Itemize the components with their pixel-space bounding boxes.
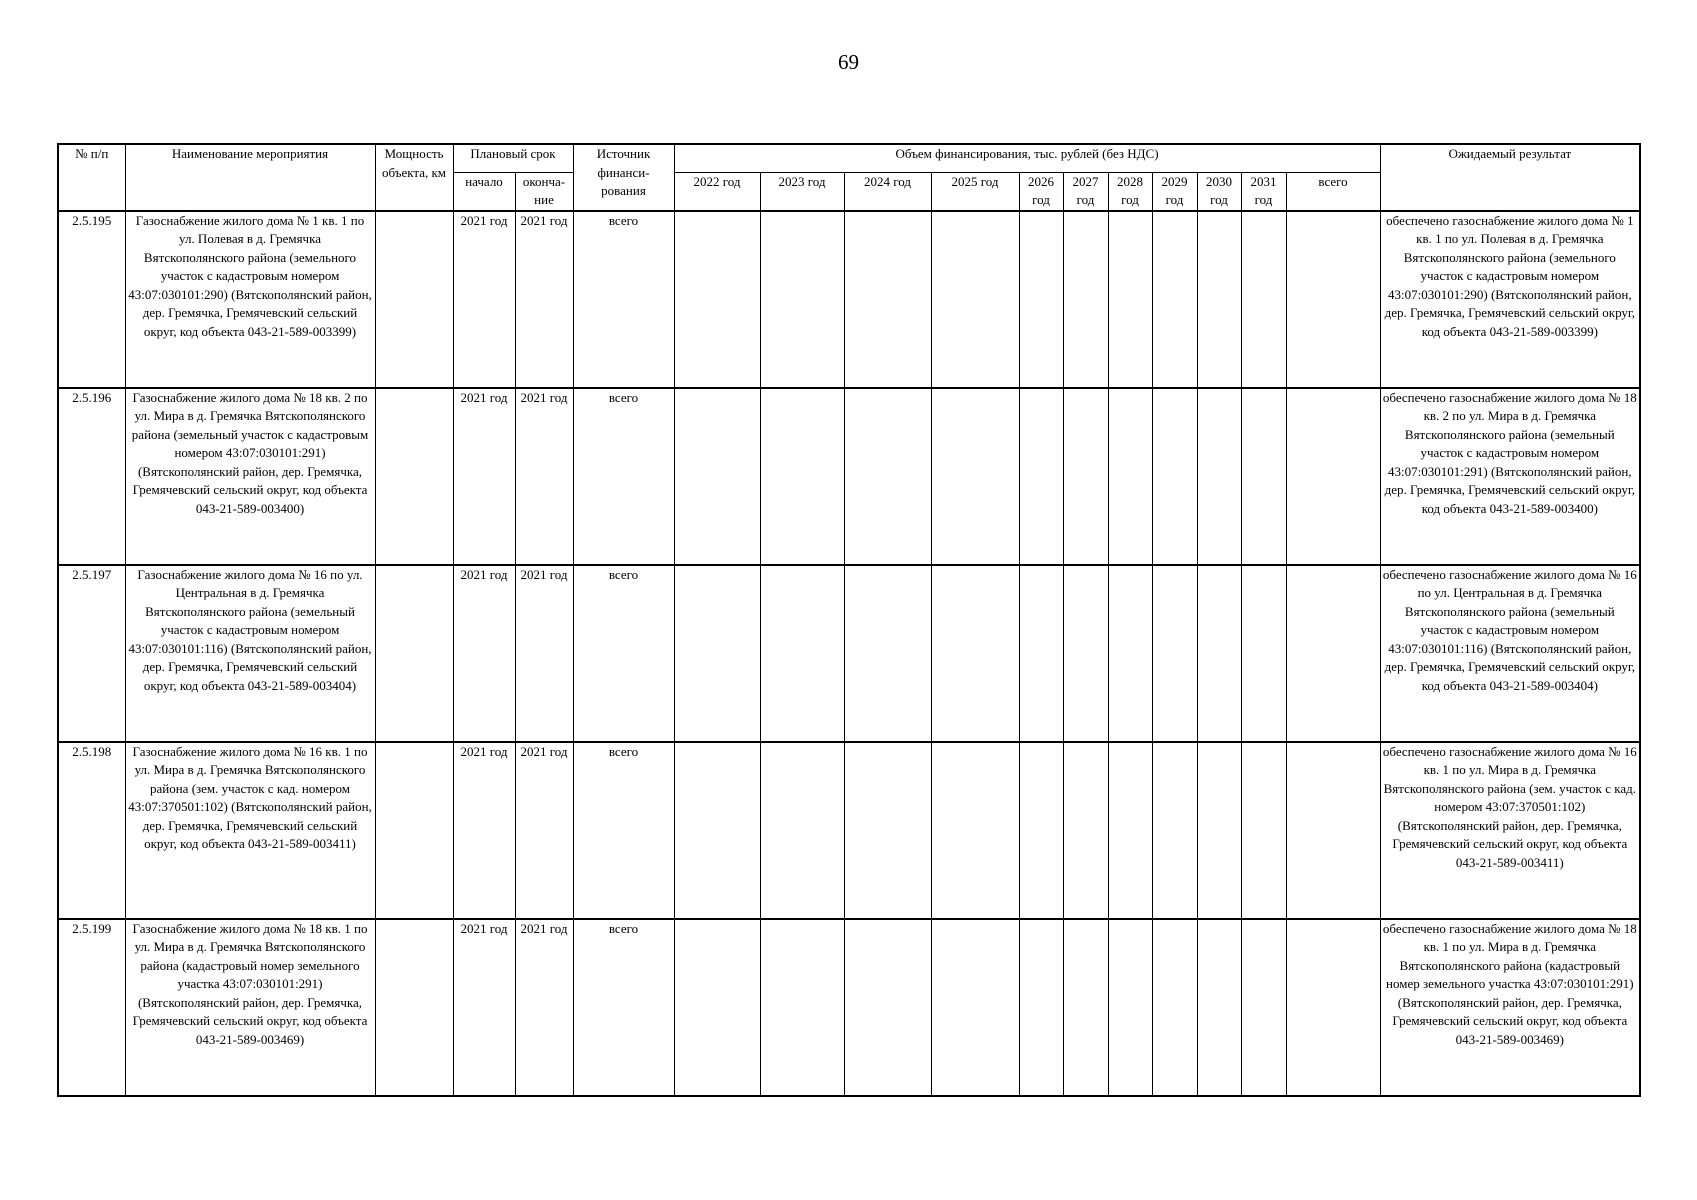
header-year-2023: 2023 год [760,172,844,211]
row-cell-2027 [1063,565,1108,742]
row-result: обеспечено газоснабжение жилого дома № 18 кв. 1 по ул. Мира в д. Гремячка Вятскополянского района (кадастровый номер земельного участка 43:07:030101:291) (Вятскополянский район, дер. Гремячка, Гремячевский сельский округ, код объекта 043-21-589-003469) [1380,919,1640,1096]
row-cell-2030 [1197,211,1241,388]
row-cell-2026 [1019,388,1063,565]
row-start: 2021 год [453,565,515,742]
row-cell-2026 [1019,742,1063,919]
header-year-2026: 2026 год [1019,172,1063,211]
row-source: всего [573,742,674,919]
header-year-2031: 2031 год [1241,172,1286,211]
row-result: обеспечено газоснабжение жилого дома № 1 кв. 1 по ул. Полевая в д. Гремячка Вятскополянского района (земельного участок с кадастровым номером 43:07:030101:290) (Вятскополянский район, дер. Гремячка, Гремячевский сельский округ, код объекта 043-21-589-003399) [1380,211,1640,388]
row-name: Газоснабжение жилого дома № 1 кв. 1 по ул. Полевая в д. Гремячка Вятскополянского района (земельного участок с кадастровым номером 43:07:030101:290) (Вятскополянский район, дер. Гремячка, Гремячевский сельский округ, код объекта 043-21-589-003399) [125,211,375,388]
row-end: 2021 год [515,565,573,742]
row-cell-2025 [931,388,1019,565]
row-start: 2021 год [453,919,515,1096]
row-name: Газоснабжение жилого дома № 16 по ул. Центральная в д. Гремячка Вятскополянского района (земельный участок с кадастровым номером 43:07:030101:116) (Вятскополянский район, дер. Гремячка, Гремячевский сельский округ, код объекта 043-21-589-003404) [125,565,375,742]
row-cell-2031 [1241,919,1286,1096]
row-cell-total [1286,565,1380,742]
row-name: Газоснабжение жилого дома № 16 кв. 1 по ул. Мира в д. Гремячка Вятскополянского района (зем. участок с кад. номером 43:07:370501:102) (Вятскополянский район, дер. Гремячка, Гремячевский сельский округ, код объекта 043-21-589-003411) [125,742,375,919]
row-source: всего [573,211,674,388]
row-cell-2029 [1152,388,1197,565]
header-name: Наименование мероприятия [125,144,375,211]
header-year-2028: 2028 год [1108,172,1152,211]
header-term-start: начало [453,172,515,211]
row-cell-2023 [760,919,844,1096]
header-power: Мощность объекта, км [375,144,453,211]
row-source: всего [573,919,674,1096]
row-cell-2022 [674,919,760,1096]
row-power [375,211,453,388]
header-year-2030: 2030 год [1197,172,1241,211]
row-name: Газоснабжение жилого дома № 18 кв. 1 по ул. Мира в д. Гремячка Вятскополянского района (кадастровый номер земельного участка 43:07:030101:291) (Вятскополянский район, дер. Гремячка, Гремячевский сельский округ, код объекта 043-21-589-003469) [125,919,375,1096]
row-cell-2025 [931,565,1019,742]
row-cell-2027 [1063,742,1108,919]
row-num: 2.5.197 [58,565,125,742]
row-cell-2027 [1063,919,1108,1096]
row-result: обеспечено газоснабжение жилого дома № 16 по ул. Центральная в д. Гремячка Вятскополянского района (земельный участок с кадастровым номером 43:07:030101:116) (Вятскополянский район, дер. Гремячка, Гремячевский сельский округ, код объекта 043-21-589-003404) [1380,565,1640,742]
row-cell-2024 [844,742,931,919]
row-cell-2024 [844,388,931,565]
row-cell-total [1286,742,1380,919]
row-start: 2021 год [453,388,515,565]
row-cell-2029 [1152,211,1197,388]
row-cell-2030 [1197,388,1241,565]
table-row [58,388,1640,565]
header-result: Ожидаемый результат [1380,144,1640,211]
row-power [375,742,453,919]
row-num: 2.5.199 [58,919,125,1096]
table-row [58,742,1640,919]
row-cell-2023 [760,388,844,565]
row-cell-total [1286,388,1380,565]
row-result: обеспечено газоснабжение жилого дома № 16 кв. 1 по ул. Мира в д. Гремячка Вятскополянского района (зем. участок с кад. номером 43:07:370501:102) (Вятскополянский район, дер. Гремячка, Гремячевский сельский округ, код объекта 043-21-589-003411) [1380,742,1640,919]
row-cell-2025 [931,919,1019,1096]
header-total: всего [1286,172,1380,211]
row-num: 2.5.195 [58,211,125,388]
table-row [58,919,1640,1096]
row-cell-2030 [1197,742,1241,919]
row-cell-2031 [1241,388,1286,565]
row-cell-2028 [1108,742,1152,919]
row-num: 2.5.198 [58,742,125,919]
row-start: 2021 год [453,742,515,919]
row-cell-2029 [1152,919,1197,1096]
table-row [58,211,1640,388]
header-year-2022: 2022 год [674,172,760,211]
row-result: обеспечено газоснабжение жилого дома № 18 кв. 2 по ул. Мира в д. Гремячка Вятскополянского района (земельный участок с кадастровым номером 43:07:030101:291) (Вятскополянский район, дер. Гремячка, Гремячевский сельский округ, код объекта 043-21-589-003400) [1380,388,1640,565]
row-cell-2027 [1063,211,1108,388]
row-cell-2023 [760,211,844,388]
header-source: Источник финанси-рования [573,144,674,211]
row-cell-2031 [1241,565,1286,742]
row-cell-2028 [1108,919,1152,1096]
row-cell-2028 [1108,565,1152,742]
header-year-2024: 2024 год [844,172,931,211]
row-end: 2021 год [515,742,573,919]
row-num: 2.5.196 [58,388,125,565]
row-power [375,388,453,565]
header-num: № п/п [58,144,125,211]
row-cell-total [1286,211,1380,388]
page-number: 69 [838,50,859,74]
row-cell-2028 [1108,211,1152,388]
row-cell-2029 [1152,742,1197,919]
row-end: 2021 год [515,388,573,565]
row-cell-2023 [760,565,844,742]
table-row [58,565,1640,742]
row-cell-2024 [844,919,931,1096]
financing-table [57,143,1641,1097]
row-cell-2022 [674,565,760,742]
row-cell-total [1286,919,1380,1096]
row-cell-2026 [1019,919,1063,1096]
row-source: всего [573,565,674,742]
row-cell-2028 [1108,388,1152,565]
header-volume: Объем финансирования, тыс. рублей (без НДС) [674,144,1380,172]
row-cell-2024 [844,565,931,742]
row-cell-2022 [674,742,760,919]
row-power [375,565,453,742]
row-cell-2022 [674,388,760,565]
row-end: 2021 год [515,919,573,1096]
row-cell-2029 [1152,565,1197,742]
row-start: 2021 год [453,211,515,388]
row-cell-2027 [1063,388,1108,565]
row-cell-2030 [1197,919,1241,1096]
header-year-2027: 2027 год [1063,172,1108,211]
row-cell-2026 [1019,211,1063,388]
header-year-2029: 2029 год [1152,172,1197,211]
row-cell-2024 [844,211,931,388]
row-cell-2023 [760,742,844,919]
row-cell-2031 [1241,211,1286,388]
header-term: Плановый срок [453,144,573,172]
row-power [375,919,453,1096]
row-cell-2025 [931,742,1019,919]
row-source: всего [573,388,674,565]
row-name: Газоснабжение жилого дома № 18 кв. 2 по ул. Мира в д. Гремячка Вятскополянского района (земельный участок с кадастровым номером 43:07:030101:291) (Вятскополянский район, дер. Гремячка, Гремячевский сельский округ, код объекта 043-21-589-003400) [125,388,375,565]
header-term-end: оконча-ние [515,172,573,211]
row-cell-2025 [931,211,1019,388]
row-cell-2030 [1197,565,1241,742]
row-end: 2021 год [515,211,573,388]
row-cell-2026 [1019,565,1063,742]
row-cell-2031 [1241,742,1286,919]
row-cell-2022 [674,211,760,388]
header-year-2025: 2025 год [931,172,1019,211]
